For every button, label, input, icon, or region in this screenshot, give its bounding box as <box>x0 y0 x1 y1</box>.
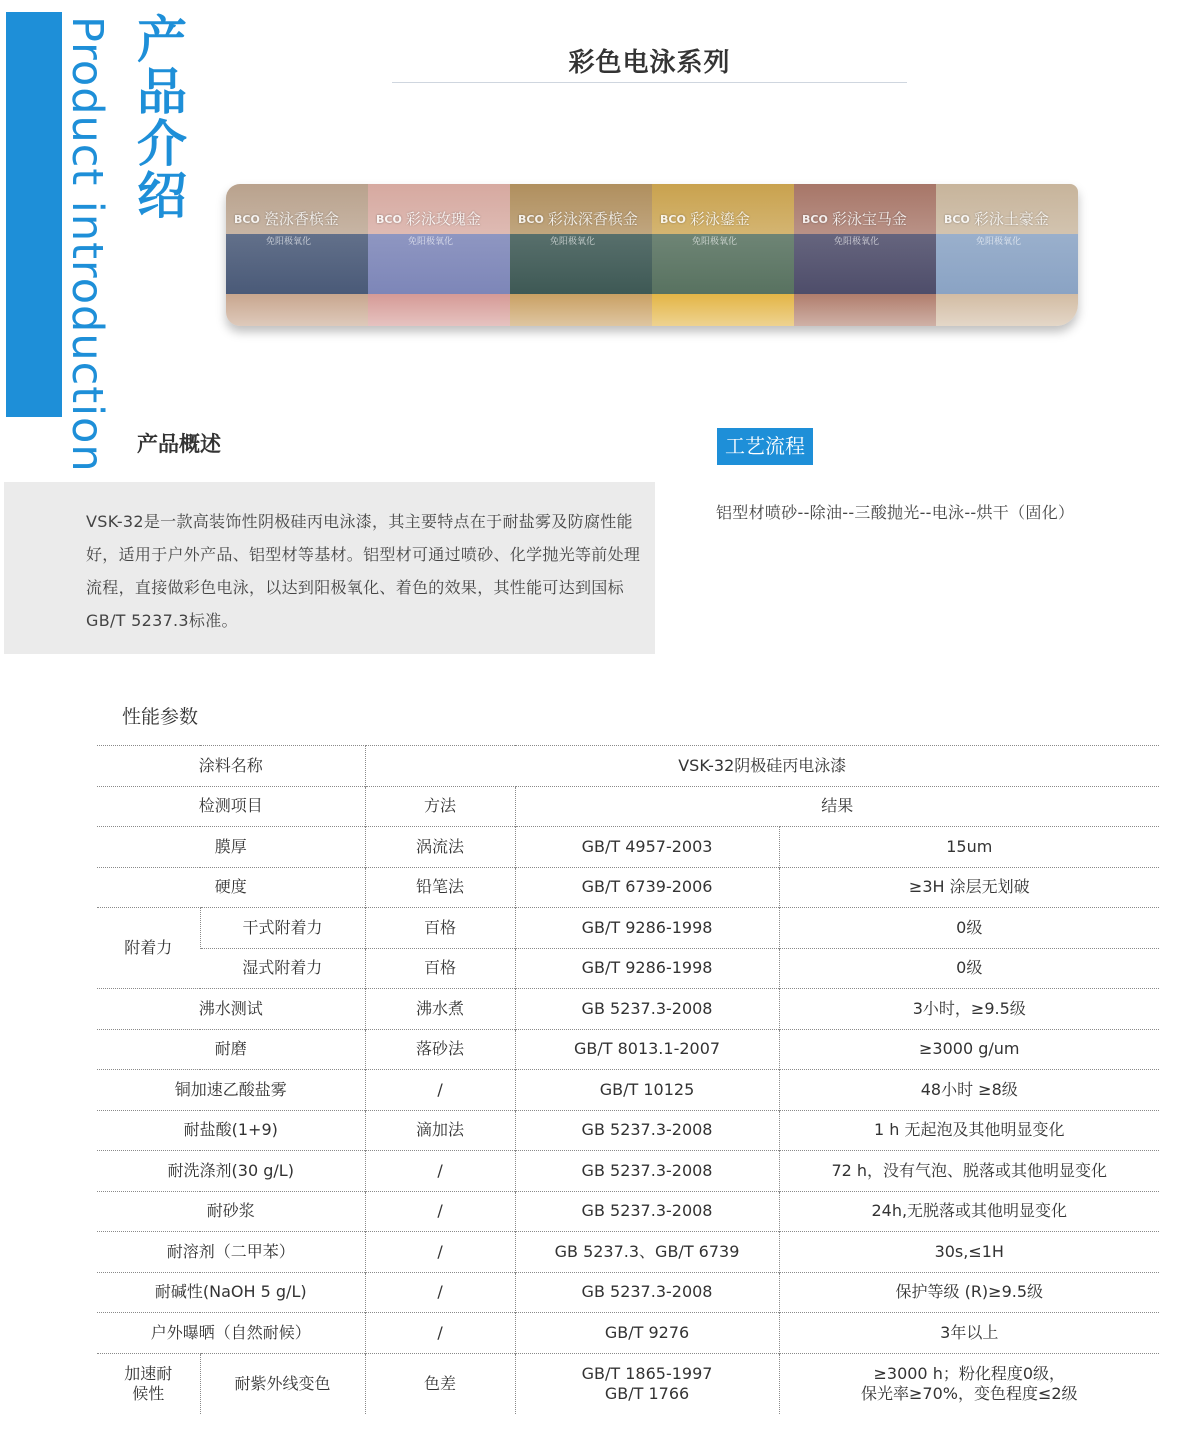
result-cell: 3年以上 <box>779 1313 1159 1354</box>
color-swatch <box>368 184 510 326</box>
method-cell: / <box>365 1232 515 1273</box>
table-row <box>97 1353 1159 1414</box>
table-row <box>97 1272 1159 1313</box>
item-cell: 干式附着力 <box>200 908 365 949</box>
params-title: 性能参数 <box>122 706 199 728</box>
standard-cell: GB 5237.3-2008 <box>515 1191 779 1232</box>
swatch-sublabel: 免阳极氧化 <box>266 237 312 247</box>
method-cell: 滴加法 <box>365 1110 515 1151</box>
standard-cell: GB/T 6739-2006 <box>515 867 779 908</box>
table-row <box>97 1232 1159 1273</box>
color-swatch <box>510 184 652 326</box>
item-cell: 湿式附着力 <box>200 948 365 989</box>
item-cell: 户外曝晒（自然耐候） <box>97 1313 365 1354</box>
standard-cell: GB 5237.3-2008 <box>515 1110 779 1151</box>
overview-heading: 产品概述 <box>137 432 221 456</box>
group-cell: 附着力 <box>97 908 200 989</box>
color-swatch <box>936 184 1078 326</box>
header-item: 检测项目 <box>97 786 365 827</box>
header-method: 方法 <box>365 786 515 827</box>
result-cell: 30s,≤1H <box>779 1232 1159 1273</box>
method-cell: / <box>365 1191 515 1232</box>
item-cell: 耐溶剂（二甲苯） <box>97 1232 365 1273</box>
standard-cell: GB/T 9276 <box>515 1313 779 1354</box>
brand-logo: BCO <box>660 213 686 226</box>
table-row <box>97 1151 1159 1192</box>
method-cell: 涡流法 <box>365 827 515 868</box>
method-cell: 百格 <box>365 908 515 949</box>
result-cell: 0级 <box>779 948 1159 989</box>
table-row <box>97 908 1159 949</box>
standard-cell: GB/T 1865-1997 GB/T 1766 <box>515 1353 779 1414</box>
swatch-label: BCO 彩泳玫瑰金 <box>376 210 481 228</box>
result-cell: 48小时 ≥8级 <box>779 1070 1159 1111</box>
product-profile-image <box>226 184 1078 326</box>
standard-cell: GB/T 9286-1998 <box>515 908 779 949</box>
swatch-label: BCO 彩泳土豪金 <box>944 210 1049 228</box>
swatch-sublabel: 免阳极氧化 <box>834 237 880 247</box>
item-cell: 耐盐酸(1+9) <box>97 1110 365 1151</box>
table-row <box>97 746 1159 787</box>
method-cell: 铅笔法 <box>365 867 515 908</box>
item-cell: 膜厚 <box>97 827 365 868</box>
side-accent-bar <box>6 12 62 417</box>
coating-value: VSK-32阴极硅丙电泳漆 <box>365 746 1159 787</box>
swatch-sublabel: 免阳极氧化 <box>550 237 596 247</box>
method-cell: 落砂法 <box>365 1029 515 1070</box>
table-row <box>97 1110 1159 1151</box>
item-cell: 耐磨 <box>97 1029 365 1070</box>
swatch-label: BCO 彩泳深香槟金 <box>518 210 638 228</box>
params-table <box>97 745 1159 1414</box>
item-cell: 耐砂浆 <box>97 1191 365 1232</box>
table-row <box>97 1313 1159 1354</box>
process-text: 铝型材喷砂--除油--三酸抛光--电泳--烘干（固化） <box>716 503 1075 522</box>
table-row <box>97 1029 1159 1070</box>
result-cell: 15um <box>779 827 1159 868</box>
table-row <box>97 827 1159 868</box>
standard-cell: GB 5237.3-2008 <box>515 1151 779 1192</box>
result-cell: 24h,无脱落或其他明显变化 <box>779 1191 1159 1232</box>
swatch-sublabel: 免阳极氧化 <box>408 237 454 247</box>
color-swatch <box>794 184 936 326</box>
brand-logo: BCO <box>944 213 970 226</box>
brand-logo: BCO <box>802 213 828 226</box>
coating-label: 涂料名称 <box>97 746 365 787</box>
item-cell: 耐碱性(NaOH 5 g/L) <box>97 1272 365 1313</box>
swatch-sublabel: 免阳极氧化 <box>976 237 1022 247</box>
result-cell: 1 h 无起泡及其他明显变化 <box>779 1110 1159 1151</box>
brand-logo: BCO <box>518 213 544 226</box>
table-row <box>97 948 1159 989</box>
title-divider <box>392 82 907 83</box>
swatch-label: BCO 瓷泳香槟金 <box>234 210 339 228</box>
brand-logo: BCO <box>234 213 260 226</box>
result-cell: ≥3000 g/um <box>779 1029 1159 1070</box>
header-result: 结果 <box>515 786 1159 827</box>
method-cell: / <box>365 1070 515 1111</box>
result-cell: 保护等级 (R)≥9.5级 <box>779 1272 1159 1313</box>
side-chinese-title: 产 品 介 绍 <box>137 11 187 225</box>
table-row <box>97 1191 1159 1232</box>
standard-cell: GB 5237.3-2008 <box>515 1272 779 1313</box>
series-title: 彩色电泳系列 <box>568 48 731 78</box>
item-cell: 铜加速乙酸盐雾 <box>97 1070 365 1111</box>
color-swatch <box>226 184 368 326</box>
standard-cell: GB/T 8013.1-2007 <box>515 1029 779 1070</box>
swatch-label: BCO 彩泳宝马金 <box>802 210 907 228</box>
table-header-row <box>97 786 1159 827</box>
side-english-title: Product introduction <box>62 16 112 473</box>
overview-text: VSK-32是一款高装饰性阴极硅丙电泳漆，其主要特点在于耐盐雾及防腐性能好，适用于户外产品、铝型材等基材。铝型材可通过喷砂、化学抛光等前处理流程，直接做彩色电泳，以达到阳极氧化、着色的效果，其性能可达到国标GB/T 5237.3标准。 <box>86 512 641 630</box>
table-row <box>97 1070 1159 1111</box>
standard-cell: GB 5237.3-2008 <box>515 989 779 1030</box>
result-cell: ≥3000 h；粉化程度0级， 保光率≥70%，变色程度≤2级 <box>779 1353 1159 1414</box>
result-cell: 3小时，≥9.5级 <box>779 989 1159 1030</box>
table-row <box>97 989 1159 1030</box>
process-tag: 工艺流程 <box>717 428 813 465</box>
color-swatch <box>652 184 794 326</box>
item-cell: 硬度 <box>97 867 365 908</box>
group-cell: 加速耐 候性 <box>97 1353 200 1414</box>
swatch-label: BCO 彩泳鎏金 <box>660 210 750 228</box>
method-cell: 色差 <box>365 1353 515 1414</box>
standard-cell: GB/T 10125 <box>515 1070 779 1111</box>
result-cell: 0级 <box>779 908 1159 949</box>
method-cell: / <box>365 1272 515 1313</box>
item-cell: 沸水测试 <box>97 989 365 1030</box>
result-cell: 72 h，没有气泡、脱落或其他明显变化 <box>779 1151 1159 1192</box>
method-cell: 百格 <box>365 948 515 989</box>
standard-cell: GB/T 4957-2003 <box>515 827 779 868</box>
standard-cell: GB 5237.3、GB/T 6739 <box>515 1232 779 1273</box>
item-cell: 耐洗涤剂(30 g/L) <box>97 1151 365 1192</box>
method-cell: 沸水煮 <box>365 989 515 1030</box>
result-cell: ≥3H 涂层无划破 <box>779 867 1159 908</box>
item-cell: 耐紫外线变色 <box>200 1353 365 1414</box>
swatch-sublabel: 免阳极氧化 <box>692 237 738 247</box>
method-cell: / <box>365 1313 515 1354</box>
table-row <box>97 867 1159 908</box>
standard-cell: GB/T 9286-1998 <box>515 948 779 989</box>
method-cell: / <box>365 1151 515 1192</box>
brand-logo: BCO <box>376 213 402 226</box>
